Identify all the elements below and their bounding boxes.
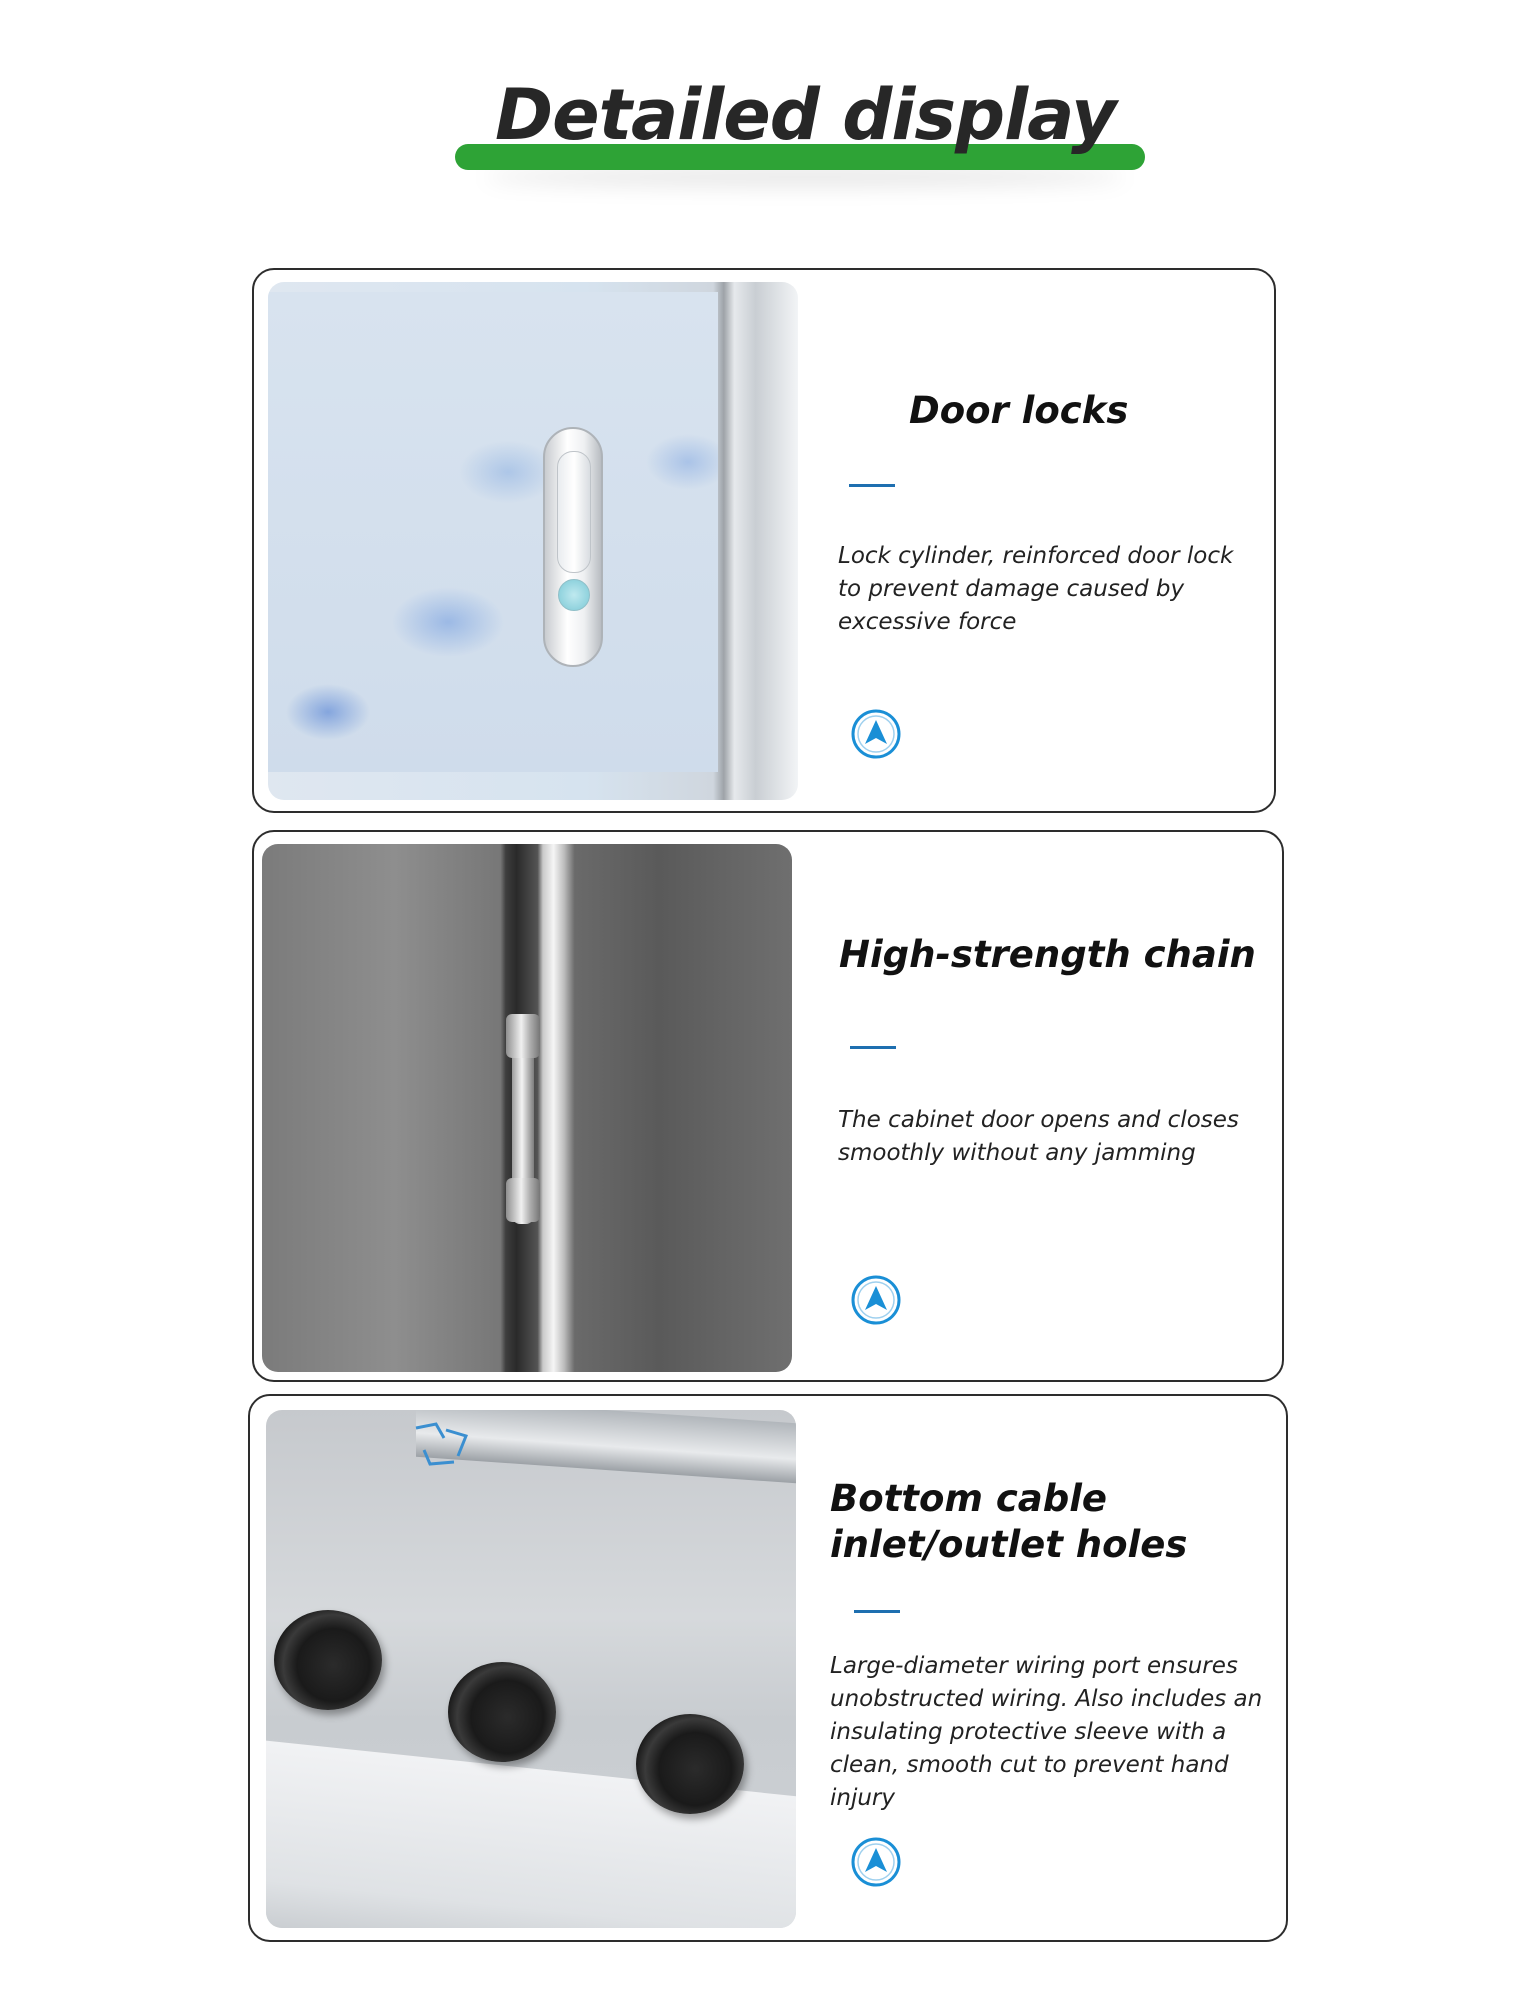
hinge-knuckle-top	[506, 1014, 540, 1058]
title-divider	[849, 484, 895, 487]
page-title: Detailed display	[495, 74, 1116, 156]
feature-card-hinge	[252, 830, 1284, 1382]
door-lock-photo	[268, 282, 798, 800]
title-divider	[850, 1046, 896, 1049]
cable-holes-photo	[266, 1410, 796, 1928]
card-title: High-strength chain	[839, 933, 1256, 976]
lock-cylinder	[558, 579, 590, 611]
card-title: Bottom cable inlet/outlet holes	[830, 1477, 1188, 1566]
lock-lever	[557, 451, 591, 573]
card-description: Lock cylinder, reinforced door lock to prevent damage caused by excessive force	[838, 543, 1234, 635]
cable-grommet	[636, 1714, 744, 1814]
cable-grommet	[448, 1662, 556, 1762]
feature-card-door-locks	[252, 268, 1276, 813]
hinge-knuckle-bottom	[506, 1178, 540, 1222]
door-lock-handle	[543, 427, 603, 667]
title-divider	[854, 1610, 900, 1613]
recycle-mark-icon	[406, 1420, 476, 1470]
header	[455, 72, 1155, 182]
feature-card-cable-holes	[248, 1394, 1288, 1942]
card-title: Door locks	[909, 389, 1129, 432]
up-arrow-circle-icon[interactable]	[850, 1274, 902, 1326]
protective-film	[268, 292, 718, 772]
card-description: Large-diameter wiring port ensures unobstructed wiring. Also includes an insulating protective sleeve with a clean, smooth cut to prevent hand injury	[830, 1653, 1263, 1811]
hinge-photo	[262, 844, 792, 1372]
cable-grommet	[274, 1610, 382, 1710]
up-arrow-circle-icon[interactable]	[850, 1836, 902, 1888]
header-shadow	[485, 168, 1125, 186]
up-arrow-circle-icon[interactable]	[850, 708, 902, 760]
card-description: The cabinet door opens and closes smoothly without any jamming	[838, 1107, 1239, 1166]
